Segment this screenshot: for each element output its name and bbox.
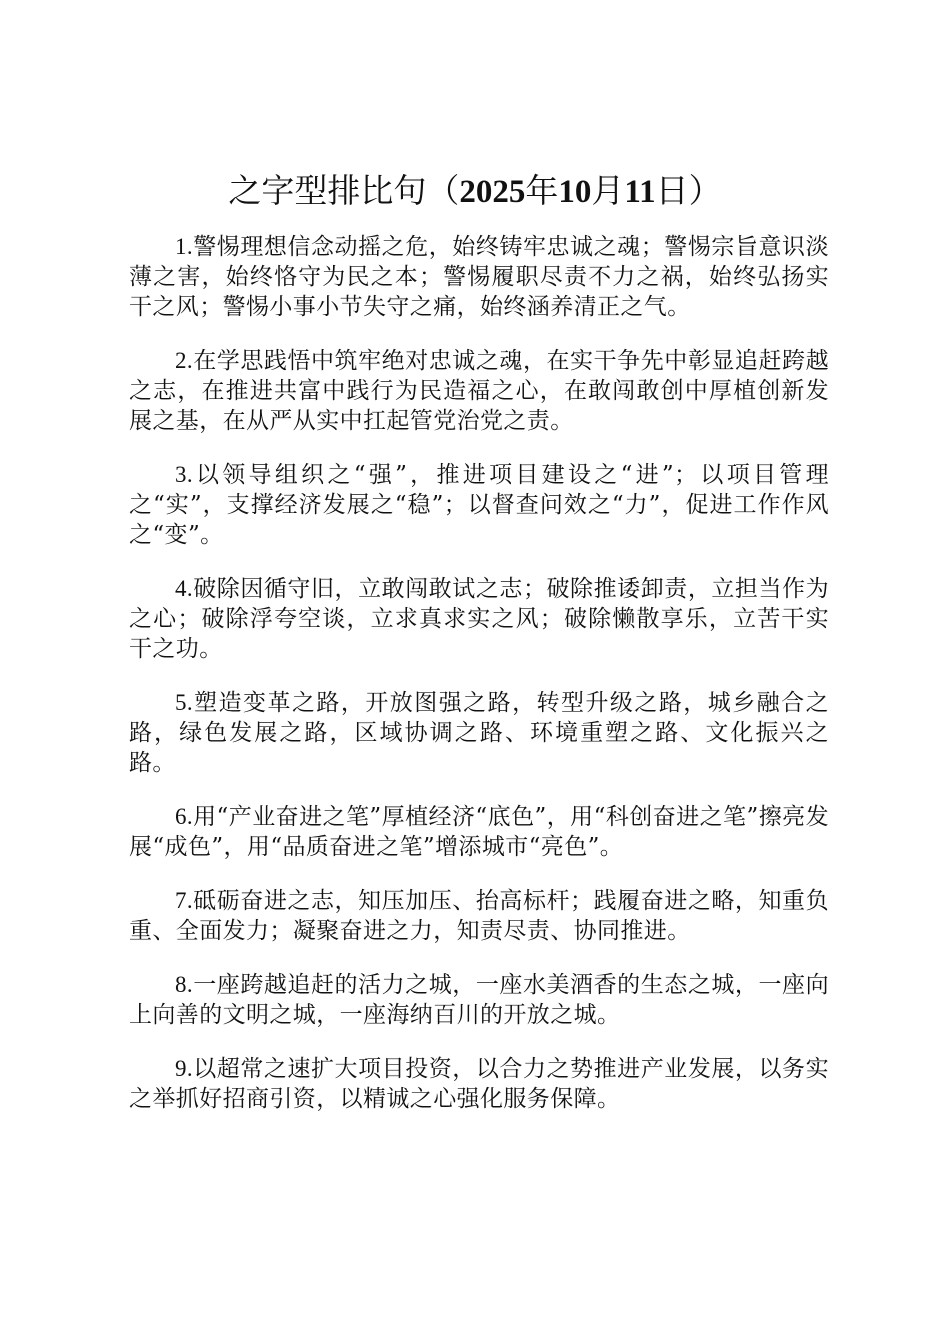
paragraph-text: 破除因循守旧，立敢闯敢试之志；破除推诿卸责，立担当作为之心；破除浮夸空谈，立求真求实之风；破除懒散享乐，立苦干实干之功。 (129, 576, 829, 662)
paragraph-6 (129, 802, 829, 862)
paragraph-text: 以超常之速扩大项目投资，以合力之势推进产业发展，以务实之举抓好招商引资，以精诚之心强化服务保障。 (129, 1056, 829, 1112)
paragraph-text: 用“产业奋进之笔”厚植经济“底色”，用“科创奋进之笔”擦亮发展“成色”，用“品质奋进之笔”增添城市“亮色”。 (129, 804, 829, 860)
title-year-unit: 年 (525, 171, 559, 210)
paragraph-7 (129, 886, 829, 946)
title-prefix: 之字型排比句（ (228, 171, 460, 210)
paragraph-number: 9. (175, 1056, 194, 1081)
paragraph-5 (129, 688, 829, 778)
paragraph-number: 2. (175, 348, 194, 373)
paragraph-text: 在学思践悟中筑牢绝对忠诚之魂，在实干争先中彰显追赶跨越之志，在推进共富中践行为民造福之心，在敢闯敢创中厚植创新发展之基，在从严从实中扛起管党治党之责。 (129, 348, 829, 434)
paragraph-number: 4. (175, 576, 194, 601)
paragraph-9 (129, 1054, 829, 1114)
title-month: 10 (558, 174, 592, 210)
paragraph-text: 一座跨越追赶的活力之城，一座水美酒香的生态之城，一座向上向善的文明之城，一座海纳百川的开放之城。 (129, 972, 829, 1028)
paragraph-number: 8. (175, 972, 194, 997)
paragraph-8 (129, 970, 829, 1030)
paragraph-number: 1. (175, 234, 194, 259)
paragraph-text: 警惕理想信念动摇之危，始终铸牢忠诚之魂；警惕宗旨意识淡薄之害，始终恪守为民之本；警惕履职尽责不力之祸，始终弘扬实干之风；警惕小事小节失守之痛，始终涵养清正之气。 (129, 234, 829, 320)
paragraph-number: 6. (175, 804, 194, 829)
paragraph-text: 砥砺奋进之志，知压加压、抬高标杆；践履奋进之略，知重负重、全面发力；凝聚奋进之力，知责尽责、协同推进。 (129, 888, 829, 944)
paragraph-number: 7. (175, 888, 194, 913)
paragraph-1 (129, 232, 829, 322)
title-month-unit: 月 (591, 171, 625, 210)
title-year: 2025 (459, 174, 526, 210)
paragraph-2 (129, 346, 829, 436)
paragraph-text: 塑造变革之路，开放图强之路，转型升级之路，城乡融合之路，绿色发展之路，区域协调之路、环境重塑之路、文化振兴之路。 (129, 690, 829, 776)
document-body (129, 232, 829, 1138)
paragraph-4 (129, 574, 829, 664)
paragraph-3 (129, 460, 829, 550)
title-suffix: 日） (655, 171, 722, 210)
paragraph-number: 3. (175, 462, 194, 487)
page-title (0, 166, 950, 217)
title-day: 11 (624, 174, 656, 210)
paragraph-number: 5. (175, 690, 194, 715)
paragraph-text: 以领导组织之“强”，推进项目建设之“进”；以项目管理之“实”，支撑经济发展之“稳”；以督查问效之“力”，促进工作作风之“变”。 (129, 462, 829, 548)
